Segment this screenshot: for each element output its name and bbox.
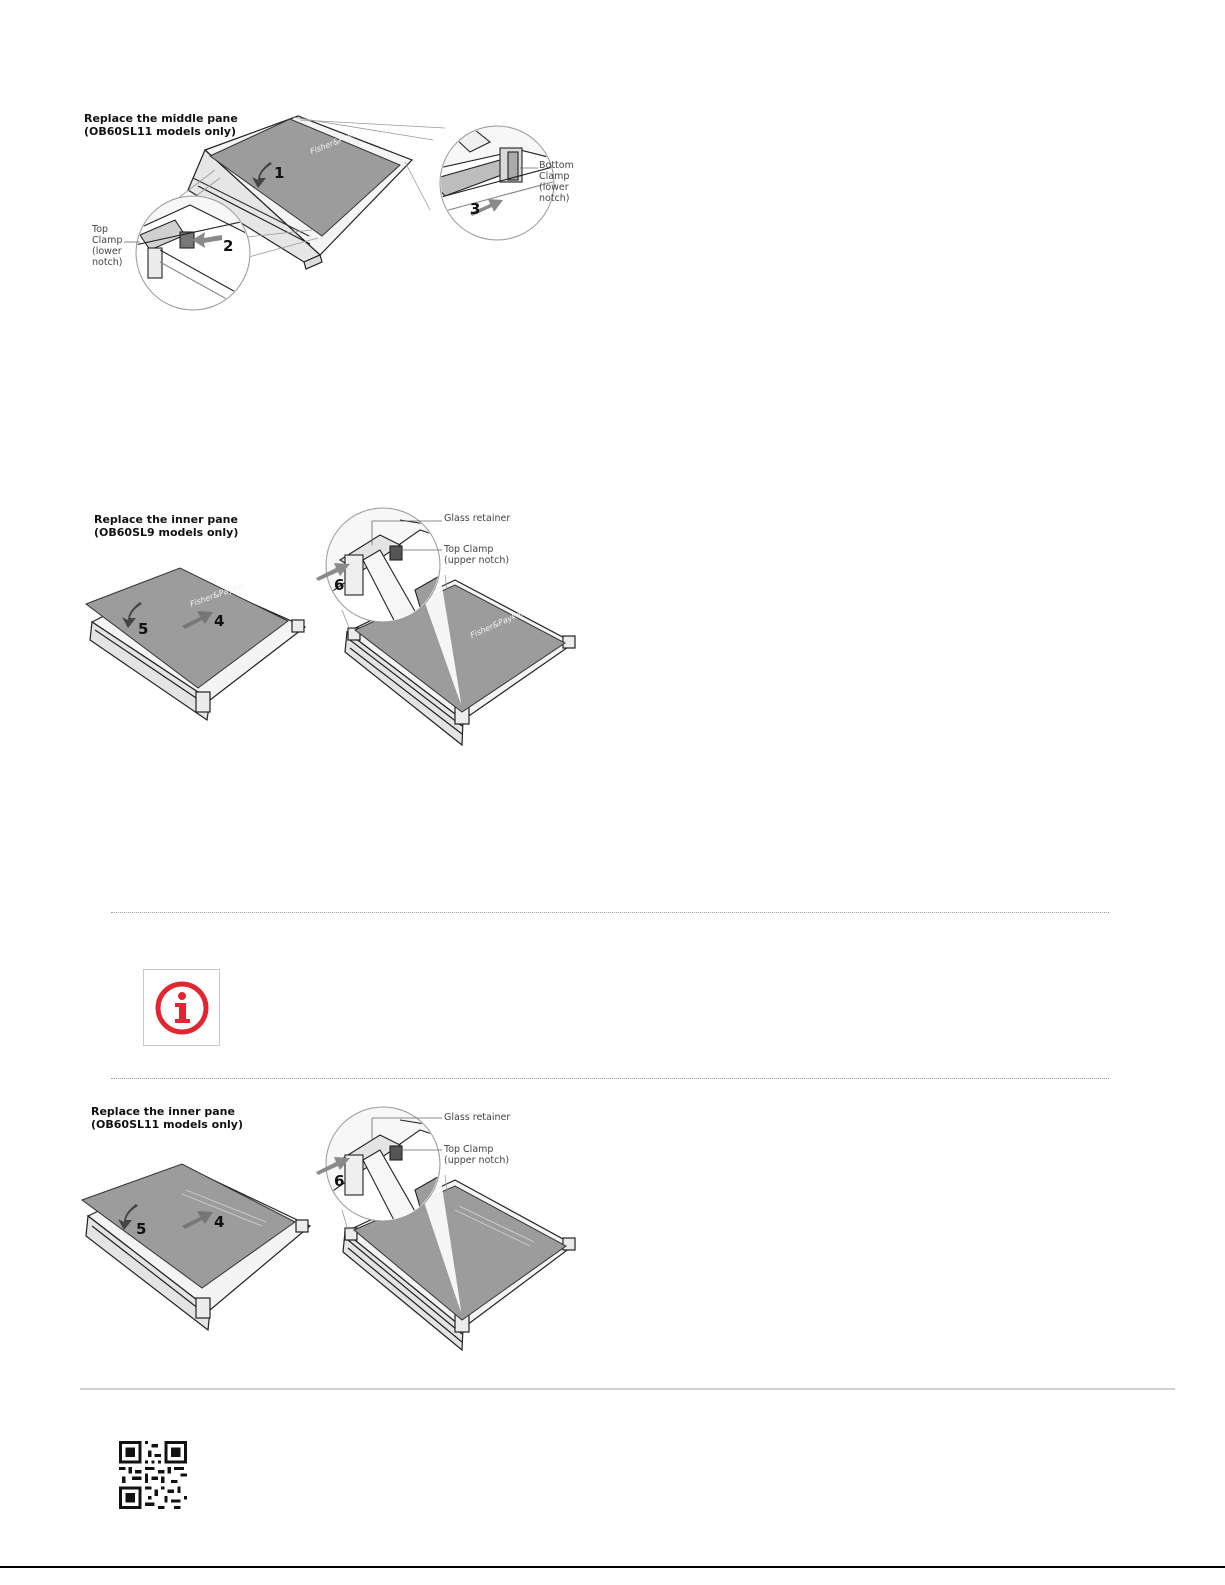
bottom-clamp-l2: Clamp <box>539 171 570 182</box>
figure2-title-line1: Replace the inner pane <box>94 513 238 526</box>
figure1-title-line2: (OB60SL11 models only) <box>84 125 236 138</box>
fig3-step-6: 6 <box>334 1172 345 1190</box>
figure2-title-line2: (OB60SL9 models only) <box>94 526 239 539</box>
page-bottom-line <box>0 1566 1225 1568</box>
step-5: 5 <box>138 620 149 638</box>
figure3-illustration <box>0 0 600 1380</box>
step-1: 1 <box>274 164 285 182</box>
top-clamp-l3: (lower <box>92 246 122 257</box>
step-2: 2 <box>223 237 234 255</box>
figure3-svg <box>0 0 600 1380</box>
bottom-clamp-l1: Bottom <box>539 160 574 171</box>
fig2-glass-retainer-label: Glass retainer <box>444 513 511 524</box>
fig3-top-clamp-l1: Top Clamp <box>444 1144 494 1155</box>
step-3: 3 <box>470 200 481 218</box>
pane-brand: Fisher&Paykel <box>308 126 365 157</box>
fig3-top-clamp-label <box>444 1144 509 1166</box>
fig2-top-clamp-l2: (upper notch) <box>444 555 510 566</box>
top-clamp-l1: Top <box>92 224 109 235</box>
fig2-top-clamp-l1: Top Clamp <box>444 544 494 555</box>
bottom-clamp-l4: notch) <box>539 193 570 204</box>
step-6: 6 <box>334 576 345 594</box>
figure1-title-line1: Replace the middle pane <box>84 112 238 125</box>
step-4: 4 <box>214 612 225 630</box>
fig3-step-4: 4 <box>214 1213 225 1231</box>
fig2-pane-brand: Fisher&Paykel <box>188 580 246 609</box>
fig2-installed-brand: Fisher&Paykel <box>468 608 525 640</box>
top-clamp-l4: notch) <box>92 257 123 268</box>
figure3-title-line2: (OB60SL11 models only) <box>91 1118 243 1131</box>
fig3-glass-retainer-label: Glass retainer <box>444 1112 511 1123</box>
bottom-clamp-l3: (lower <box>539 182 569 193</box>
figure3-title-line1: Replace the inner pane <box>91 1105 235 1118</box>
qr-code-icon <box>119 1441 187 1509</box>
top-clamp-l2: Clamp <box>92 235 123 246</box>
fig3-step-5: 5 <box>136 1220 147 1238</box>
footer-rule <box>80 1388 1175 1390</box>
fig3-top-clamp-l2: (upper notch) <box>444 1155 510 1166</box>
